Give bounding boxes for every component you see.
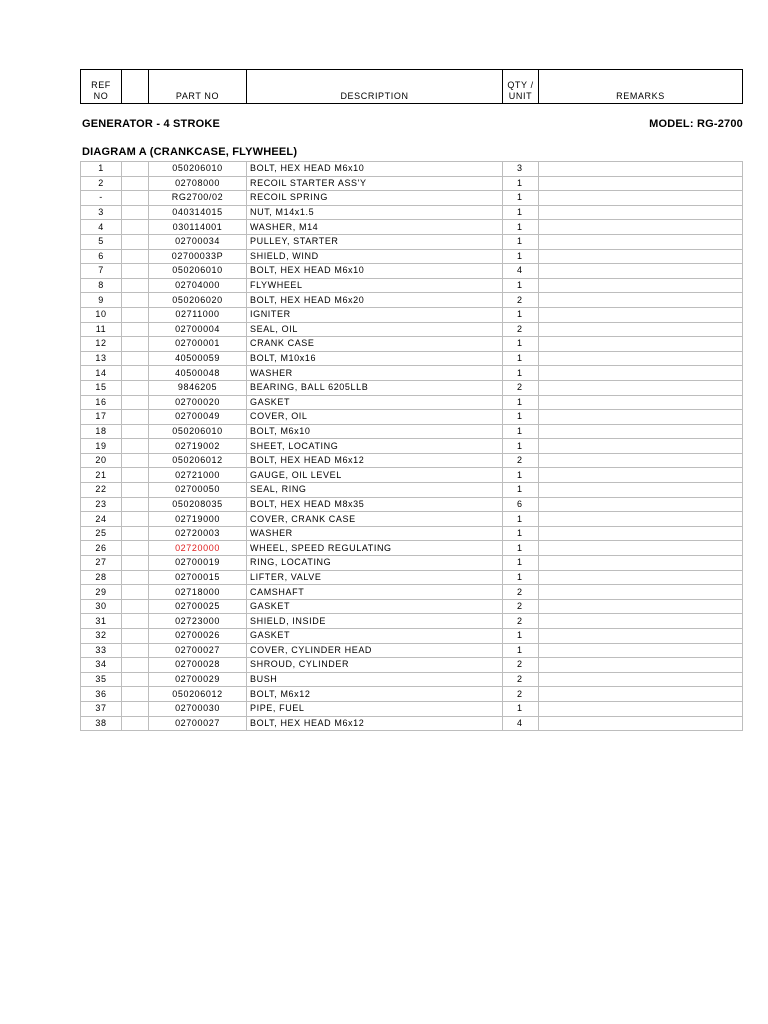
- remarks-cell: [539, 643, 743, 658]
- ref-cell: 6: [81, 249, 122, 264]
- blank-cell: [122, 614, 149, 629]
- part-no-cell: 02700033P: [149, 249, 247, 264]
- description-cell: CAMSHAFT: [247, 585, 503, 600]
- ref-cell: 18: [81, 424, 122, 439]
- part-no-cell: 02711000: [149, 307, 247, 322]
- ref-cell: 2: [81, 176, 122, 191]
- qty-cell: 3: [503, 162, 539, 177]
- qty-cell: 1: [503, 366, 539, 381]
- qty-cell: 1: [503, 249, 539, 264]
- ref-cell: 30: [81, 599, 122, 614]
- ref-cell: 20: [81, 453, 122, 468]
- table-row: [81, 599, 743, 614]
- remarks-cell: [539, 629, 743, 644]
- ref-cell: 17: [81, 410, 122, 425]
- qty-cell: 2: [503, 322, 539, 337]
- blank-cell: [122, 439, 149, 454]
- qty-cell: 4: [503, 264, 539, 279]
- ref-cell: 34: [81, 658, 122, 673]
- remarks-cell: [539, 512, 743, 527]
- remarks-cell: [539, 264, 743, 279]
- remarks-cell: [539, 293, 743, 308]
- part-no-cell: 02700015: [149, 570, 247, 585]
- part-no-cell: 02700019: [149, 556, 247, 571]
- ref-cell: 26: [81, 541, 122, 556]
- header-ref-no: [81, 70, 122, 103]
- blank-cell: [122, 453, 149, 468]
- description-cell: PULLEY, STARTER: [247, 234, 503, 249]
- remarks-cell: [539, 176, 743, 191]
- part-no-cell: RG2700/02: [149, 191, 247, 206]
- header-qty-line1: QTY /: [507, 80, 534, 90]
- ref-cell: 28: [81, 570, 122, 585]
- blank-cell: [122, 220, 149, 235]
- description-cell: GASKET: [247, 599, 503, 614]
- description-cell: WASHER, M14: [247, 220, 503, 235]
- part-no-cell: 02700029: [149, 672, 247, 687]
- header-qty-line2: UNIT: [508, 91, 533, 101]
- blank-cell: [122, 716, 149, 731]
- blank-cell: [122, 191, 149, 206]
- ref-cell: 12: [81, 337, 122, 352]
- part-no-cell: 02700020: [149, 395, 247, 410]
- description-cell: SHEET, LOCATING: [247, 439, 503, 454]
- qty-cell: 1: [503, 191, 539, 206]
- part-no-cell: 050206012: [149, 687, 247, 702]
- remarks-cell: [539, 351, 743, 366]
- table-row: [81, 570, 743, 585]
- ref-cell: 38: [81, 716, 122, 731]
- remarks-cell: [539, 716, 743, 731]
- description-cell: FLYWHEEL: [247, 278, 503, 293]
- qty-cell: 2: [503, 453, 539, 468]
- part-no-cell: 9846205: [149, 380, 247, 395]
- qty-cell: 2: [503, 614, 539, 629]
- description-cell: COVER, CRANK CASE: [247, 512, 503, 527]
- description-cell: LIFTER, VALVE: [247, 570, 503, 585]
- description-cell: BOLT, HEX HEAD M6x10: [247, 162, 503, 177]
- part-no-cell: 02700030: [149, 701, 247, 716]
- remarks-cell: [539, 410, 743, 425]
- qty-cell: 1: [503, 278, 539, 293]
- description-cell: BOLT, HEX HEAD M6x20: [247, 293, 503, 308]
- parts-table-body: [81, 162, 743, 731]
- parts-table: [80, 161, 743, 731]
- part-no-cell: 02704000: [149, 278, 247, 293]
- blank-cell: [122, 687, 149, 702]
- header-remarks: REMARKS: [616, 91, 665, 101]
- table-row: [81, 439, 743, 454]
- table-row: [81, 716, 743, 731]
- part-no-cell: 02700049: [149, 410, 247, 425]
- qty-cell: 1: [503, 483, 539, 498]
- remarks-cell: [539, 191, 743, 206]
- remarks-cell: [539, 380, 743, 395]
- blank-cell: [122, 264, 149, 279]
- blank-cell: [122, 570, 149, 585]
- qty-cell: 1: [503, 629, 539, 644]
- blank-cell: [122, 541, 149, 556]
- qty-cell: 2: [503, 599, 539, 614]
- description-cell: BOLT, HEX HEAD M6x12: [247, 453, 503, 468]
- remarks-cell: [539, 614, 743, 629]
- table-row: [81, 556, 743, 571]
- ref-cell: 13: [81, 351, 122, 366]
- blank-cell: [122, 512, 149, 527]
- table-row: [81, 162, 743, 177]
- description-cell: SEAL, OIL: [247, 322, 503, 337]
- description-cell: RECOIL SPRING: [247, 191, 503, 206]
- table-row: [81, 512, 743, 527]
- part-no-cell: 050206010: [149, 424, 247, 439]
- description-cell: BOLT, HEX HEAD M8x35: [247, 497, 503, 512]
- remarks-cell: [539, 541, 743, 556]
- remarks-cell: [539, 599, 743, 614]
- table-row: [81, 585, 743, 600]
- ref-cell: 21: [81, 468, 122, 483]
- blank-cell: [122, 162, 149, 177]
- blank-cell: [122, 424, 149, 439]
- qty-cell: 1: [503, 351, 539, 366]
- table-row: [81, 483, 743, 498]
- blank-cell: [122, 629, 149, 644]
- part-no-cell: 40500048: [149, 366, 247, 381]
- table-row: [81, 205, 743, 220]
- description-cell: BOLT, HEX HEAD M6x10: [247, 264, 503, 279]
- remarks-cell: [539, 701, 743, 716]
- table-row: [81, 278, 743, 293]
- header-ref-line1: REF: [91, 80, 111, 90]
- remarks-cell: [539, 322, 743, 337]
- qty-cell: 1: [503, 512, 539, 527]
- qty-cell: 1: [503, 643, 539, 658]
- ref-cell: 1: [81, 162, 122, 177]
- description-cell: GASKET: [247, 629, 503, 644]
- qty-cell: 1: [503, 541, 539, 556]
- qty-cell: 2: [503, 658, 539, 673]
- remarks-cell: [539, 585, 743, 600]
- part-no-cell: 02700028: [149, 658, 247, 673]
- part-no-cell: 050206010: [149, 264, 247, 279]
- blank-cell: [122, 395, 149, 410]
- blank-cell: [122, 672, 149, 687]
- remarks-cell: [539, 395, 743, 410]
- remarks-cell: [539, 526, 743, 541]
- ref-cell: 9: [81, 293, 122, 308]
- part-no-cell: 02723000: [149, 614, 247, 629]
- blank-cell: [122, 585, 149, 600]
- table-row: [81, 453, 743, 468]
- description-cell: BOLT, M6x12: [247, 687, 503, 702]
- blank-cell: [122, 322, 149, 337]
- ref-cell: 14: [81, 366, 122, 381]
- description-cell: BOLT, M10x16: [247, 351, 503, 366]
- description-cell: BOLT, HEX HEAD M6x12: [247, 716, 503, 731]
- remarks-cell: [539, 337, 743, 352]
- ref-cell: 7: [81, 264, 122, 279]
- table-row: [81, 497, 743, 512]
- ref-cell: 32: [81, 629, 122, 644]
- ref-cell: 3: [81, 205, 122, 220]
- table-row: [81, 293, 743, 308]
- table-row: [81, 307, 743, 322]
- table-row: [81, 176, 743, 191]
- qty-cell: 1: [503, 205, 539, 220]
- part-no-cell: 02700027: [149, 716, 247, 731]
- part-no-cell: 02720000: [149, 541, 247, 556]
- remarks-cell: [539, 556, 743, 571]
- table-header: [80, 69, 743, 104]
- ref-cell: 36: [81, 687, 122, 702]
- ref-cell: -: [81, 191, 122, 206]
- table-row: [81, 541, 743, 556]
- part-no-cell: 02720003: [149, 526, 247, 541]
- description-cell: NUT, M14x1.5: [247, 205, 503, 220]
- blank-cell: [122, 556, 149, 571]
- table-row: [81, 526, 743, 541]
- table-row: [81, 322, 743, 337]
- blank-cell: [122, 526, 149, 541]
- description-cell: WASHER: [247, 526, 503, 541]
- part-no-cell: 02700026: [149, 629, 247, 644]
- blank-cell: [122, 599, 149, 614]
- qty-cell: 2: [503, 672, 539, 687]
- remarks-cell: [539, 205, 743, 220]
- ref-cell: 29: [81, 585, 122, 600]
- ref-cell: 4: [81, 220, 122, 235]
- part-no-cell: 02700025: [149, 599, 247, 614]
- header-ref-line2: NO: [93, 91, 109, 101]
- ref-cell: 22: [81, 483, 122, 498]
- table-row: [81, 424, 743, 439]
- remarks-cell: [539, 483, 743, 498]
- remarks-cell: [539, 468, 743, 483]
- blank-cell: [122, 468, 149, 483]
- blank-cell: [122, 205, 149, 220]
- ref-cell: 16: [81, 395, 122, 410]
- blank-cell: [122, 337, 149, 352]
- ref-cell: 37: [81, 701, 122, 716]
- part-no-cell: 050206020: [149, 293, 247, 308]
- table-row: [81, 264, 743, 279]
- section-title: GENERATOR - 4 STROKE: [82, 118, 221, 130]
- blank-cell: [122, 366, 149, 381]
- description-cell: CRANK CASE: [247, 337, 503, 352]
- description-cell: SEAL, RING: [247, 483, 503, 498]
- table-row: [81, 191, 743, 206]
- description-cell: SHIELD, WIND: [247, 249, 503, 264]
- ref-cell: 27: [81, 556, 122, 571]
- qty-cell: 1: [503, 410, 539, 425]
- remarks-cell: [539, 249, 743, 264]
- description-cell: RECOIL STARTER ASS'Y: [247, 176, 503, 191]
- remarks-cell: [539, 672, 743, 687]
- header-qty-unit: [503, 70, 539, 103]
- qty-cell: 1: [503, 307, 539, 322]
- ref-cell: 33: [81, 643, 122, 658]
- qty-cell: 1: [503, 701, 539, 716]
- table-row: [81, 643, 743, 658]
- ref-cell: 15: [81, 380, 122, 395]
- blank-cell: [122, 176, 149, 191]
- blank-cell: [122, 351, 149, 366]
- remarks-cell: [539, 497, 743, 512]
- blank-cell: [122, 410, 149, 425]
- remarks-cell: [539, 162, 743, 177]
- qty-cell: 1: [503, 337, 539, 352]
- ref-cell: 31: [81, 614, 122, 629]
- blank-cell: [122, 234, 149, 249]
- part-no-cell: 050206012: [149, 453, 247, 468]
- remarks-cell: [539, 220, 743, 235]
- header-part-no: PART NO: [149, 70, 247, 103]
- table-row: [81, 672, 743, 687]
- table-row: [81, 234, 743, 249]
- remarks-cell: [539, 658, 743, 673]
- part-no-cell: 02719000: [149, 512, 247, 527]
- part-no-cell: 02700050: [149, 483, 247, 498]
- table-row: [81, 614, 743, 629]
- ref-cell: 8: [81, 278, 122, 293]
- ref-cell: 10: [81, 307, 122, 322]
- remarks-cell: [539, 278, 743, 293]
- ref-cell: 24: [81, 512, 122, 527]
- description-cell: BUSH: [247, 672, 503, 687]
- qty-cell: 1: [503, 424, 539, 439]
- table-row: [81, 658, 743, 673]
- remarks-cell: [539, 453, 743, 468]
- description-cell: PIPE, FUEL: [247, 701, 503, 716]
- part-no-cell: 40500059: [149, 351, 247, 366]
- table-row: [81, 468, 743, 483]
- part-no-cell: 050206010: [149, 162, 247, 177]
- description-cell: BOLT, M6x10: [247, 424, 503, 439]
- blank-cell: [122, 249, 149, 264]
- remarks-cell: [539, 366, 743, 381]
- qty-cell: 1: [503, 468, 539, 483]
- qty-cell: 1: [503, 395, 539, 410]
- table-row: [81, 220, 743, 235]
- description-cell: COVER, OIL: [247, 410, 503, 425]
- blank-cell: [122, 658, 149, 673]
- description-cell: COVER, CYLINDER HEAD: [247, 643, 503, 658]
- description-cell: BEARING, BALL 6205LLB: [247, 380, 503, 395]
- qty-cell: 1: [503, 176, 539, 191]
- ref-cell: 35: [81, 672, 122, 687]
- qty-cell: 2: [503, 687, 539, 702]
- table-row: [81, 701, 743, 716]
- table-row: [81, 629, 743, 644]
- table-row: [81, 337, 743, 352]
- description-cell: WHEEL, SPEED REGULATING: [247, 541, 503, 556]
- description-cell: WASHER: [247, 366, 503, 381]
- qty-cell: 1: [503, 526, 539, 541]
- qty-cell: 2: [503, 585, 539, 600]
- part-no-cell: 02718000: [149, 585, 247, 600]
- description-cell: RING, LOCATING: [247, 556, 503, 571]
- table-row: [81, 380, 743, 395]
- description-cell: GASKET: [247, 395, 503, 410]
- blank-cell: [122, 293, 149, 308]
- table-row: [81, 366, 743, 381]
- ref-cell: 19: [81, 439, 122, 454]
- diagram-title: DIAGRAM A (CRANKCASE, FLYWHEEL): [82, 146, 298, 158]
- ref-cell: 23: [81, 497, 122, 512]
- ref-cell: 5: [81, 234, 122, 249]
- blank-cell: [122, 307, 149, 322]
- table-row: [81, 249, 743, 264]
- blank-cell: [122, 483, 149, 498]
- qty-cell: 1: [503, 556, 539, 571]
- part-no-cell: 040314015: [149, 205, 247, 220]
- qty-cell: 4: [503, 716, 539, 731]
- remarks-cell: [539, 307, 743, 322]
- remarks-cell: [539, 424, 743, 439]
- blank-cell: [122, 701, 149, 716]
- remarks-cell: [539, 687, 743, 702]
- remarks-cell: [539, 439, 743, 454]
- description-cell: SHIELD, INSIDE: [247, 614, 503, 629]
- table-row: [81, 395, 743, 410]
- ref-cell: 11: [81, 322, 122, 337]
- part-no-cell: 02719002: [149, 439, 247, 454]
- part-no-cell: 02700027: [149, 643, 247, 658]
- part-no-cell: 02700001: [149, 337, 247, 352]
- blank-cell: [122, 278, 149, 293]
- table-row: [81, 351, 743, 366]
- blank-cell: [122, 643, 149, 658]
- table-row: [81, 687, 743, 702]
- remarks-cell: [539, 570, 743, 585]
- qty-cell: 1: [503, 234, 539, 249]
- header-description: DESCRIPTION: [247, 70, 503, 103]
- blank-cell: [122, 380, 149, 395]
- part-no-cell: 050208035: [149, 497, 247, 512]
- table-row: [81, 410, 743, 425]
- qty-cell: 6: [503, 497, 539, 512]
- part-no-cell: 02700034: [149, 234, 247, 249]
- part-no-cell: 02721000: [149, 468, 247, 483]
- part-no-cell: 030114001: [149, 220, 247, 235]
- qty-cell: 2: [503, 293, 539, 308]
- part-no-cell: 02700004: [149, 322, 247, 337]
- qty-cell: 1: [503, 570, 539, 585]
- description-cell: GAUGE, OIL LEVEL: [247, 468, 503, 483]
- ref-cell: 25: [81, 526, 122, 541]
- qty-cell: 1: [503, 220, 539, 235]
- model-label: MODEL: RG-2700: [649, 118, 743, 130]
- qty-cell: 2: [503, 380, 539, 395]
- remarks-cell: [539, 234, 743, 249]
- qty-cell: 1: [503, 439, 539, 454]
- part-no-cell: 02708000: [149, 176, 247, 191]
- blank-cell: [122, 497, 149, 512]
- description-cell: IGNITER: [247, 307, 503, 322]
- header-blank-col: [122, 70, 149, 103]
- description-cell: SHROUD, CYLINDER: [247, 658, 503, 673]
